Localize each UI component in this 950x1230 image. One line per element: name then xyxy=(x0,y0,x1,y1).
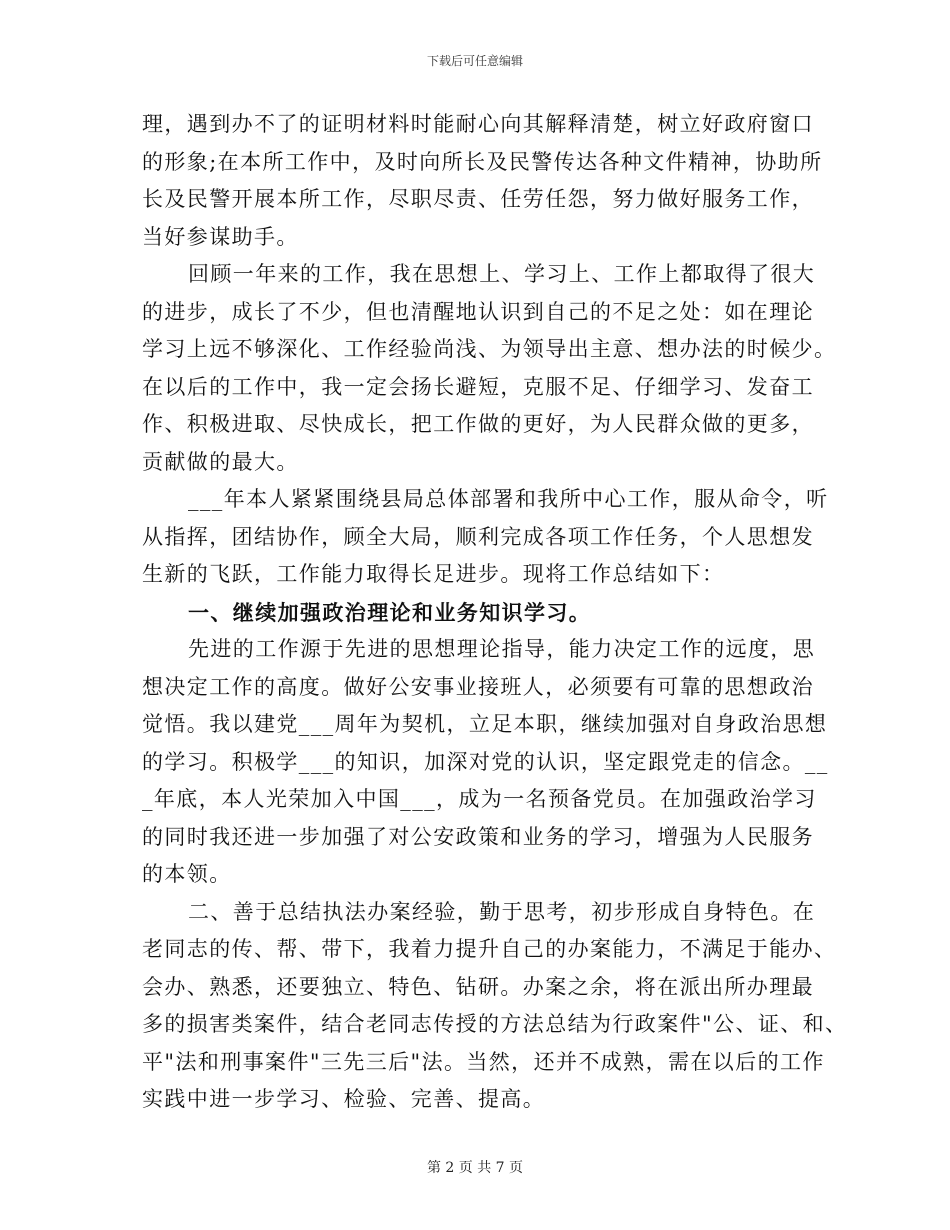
text-line: 的形象;在本所工作中，及时向所长及民警传达各种文件精神，协助所 xyxy=(142,149,823,174)
text-line: 在以后的工作中，我一定会扬长避短，克服不足、仔细学习、发奋工 xyxy=(142,374,814,399)
text-line: 从指挥，团结协作，顾全大局，顺利完成各项工作任务，个人思想发 xyxy=(142,524,814,549)
text-line: 平"法和刑事案件"三先三后"法。当然，还并不成熟，需在以后的工作 xyxy=(142,1049,825,1074)
text-line: 的本领。 xyxy=(142,862,232,886)
text-line: 当好参谋助手。 xyxy=(142,224,299,249)
text-line: 觉悟。我以建党___周年为契机，立足本职，继续加强对自身政治思想 xyxy=(142,712,828,736)
text-line: 会办、熟悉，还要独立、特色、钻研。办案之余，将在派出所办理最 xyxy=(142,974,814,999)
text-line: 作、积极进取、尽快成长，把工作做的更好，为人民群众做的更多， xyxy=(142,412,814,436)
text-line: 长及民警开展本所工作，尽职尽责、任劳任怨，努力做好服务工作， xyxy=(142,187,814,211)
text-line: 想决定工作的高度。做好公安事业接班人，必须要有可靠的思想政治 xyxy=(142,674,814,699)
section-heading: 一、继续加强政治理论和业务知识学习。 xyxy=(188,599,592,625)
paragraph-start-line: ___年本人紧紧围绕县局总体部署和我所中心工作，服从命令，听 xyxy=(188,487,829,511)
text-line: 老同志的传、帮、带下，我着力提升自己的办案能力，不满足于能办、 xyxy=(142,937,837,961)
document-body xyxy=(142,106,848,1119)
paragraph-start-line: 二、善于总结执法办案经验，勤于思考，初步形成自身特色。在 xyxy=(188,899,816,924)
page-number: 第 2 页 共 7 页 xyxy=(426,1160,524,1176)
text-line: 生新的飞跃，工作能力取得长足进步。现将工作总结如下： xyxy=(142,562,725,586)
page-header: 下载后可任意编辑 xyxy=(426,54,523,68)
text-line: 的同时我还进一步加强了对公安政策和业务的学习，增强为人民服务 xyxy=(142,824,814,849)
text-line: 贡献做的最大。 xyxy=(142,449,299,474)
text-line: 理，遇到办不了的证明材料时能耐心向其解释清楚，树立好政府窗口 xyxy=(142,112,814,136)
text-line: 实践中进一步学习、检验、完善、提高。 xyxy=(142,1087,546,1111)
text-line: 的进步，成长了不少，但也清醒地认识到自己的不足之处：如在理论 xyxy=(142,299,814,324)
text-line: _年底，本人光荣加入中国___，成为一名预备党员。在加强政治学习 xyxy=(142,787,817,811)
text-line: 的学习。积极学___的知识，加深对党的认识，坚定跟党走的信念。__ xyxy=(142,749,829,774)
paragraph-start-line: 先进的工作源于先进的思想理论指导，能力决定工作的远度，思 xyxy=(188,637,816,661)
text-line: 学习上远不够深化、工作经验尚浅、为领导出主意、想办法的时候少。 xyxy=(142,337,837,361)
text-line: 多的损害类案件，结合老同志传授的方法总结为行政案件"公、证、和、 xyxy=(142,1012,848,1036)
paragraph-start-line: 回顾一年来的工作，我在思想上、学习上、工作上都取得了很大 xyxy=(188,262,816,286)
